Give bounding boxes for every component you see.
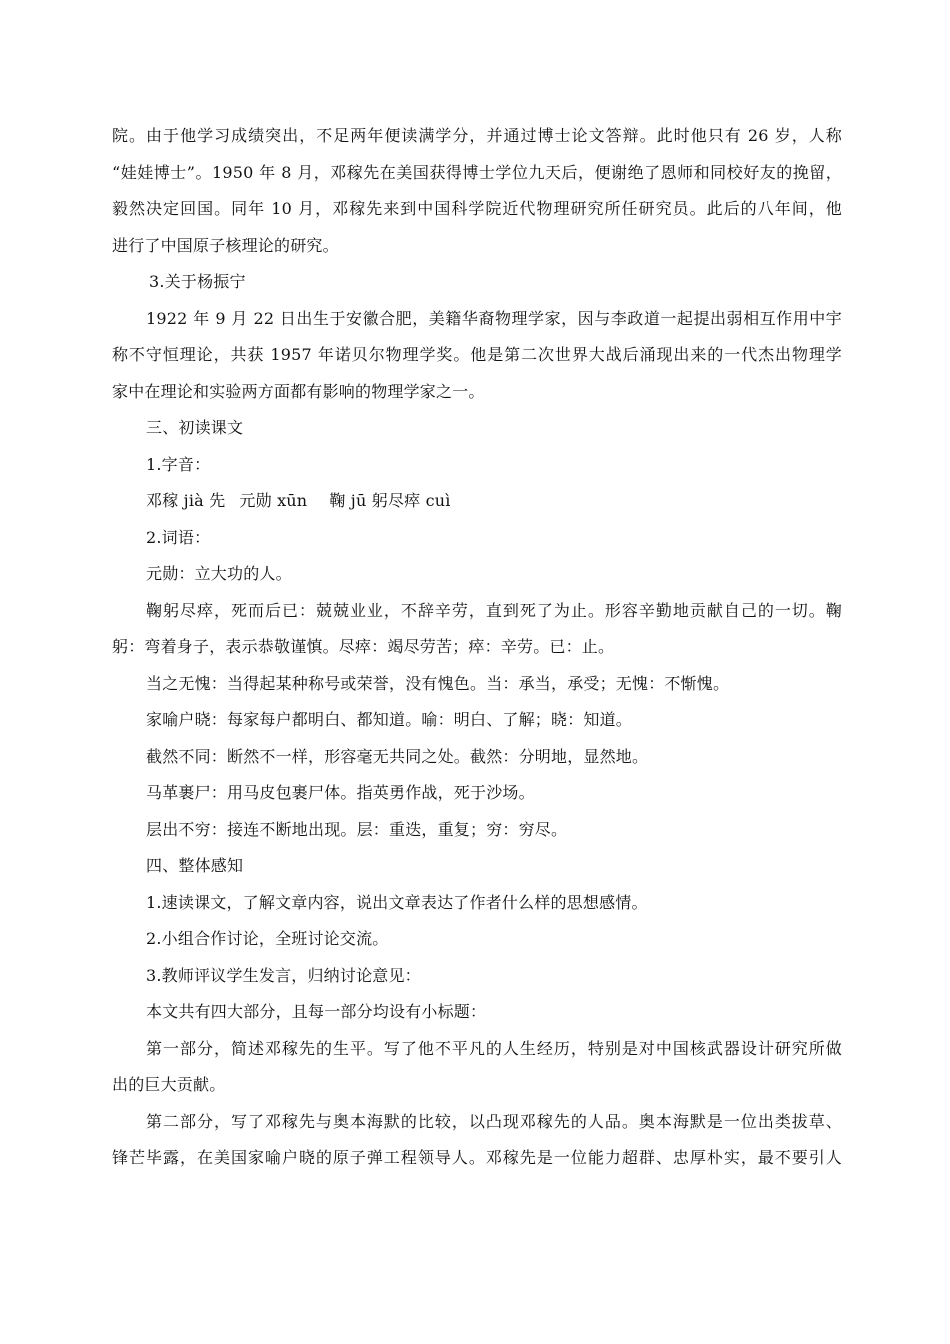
text-line: “娃娃博士”。1950 年 8 月，邓稼先在美国获得博士学位九天后，便谢绝了恩师和同校好友的挽留， [112,162,842,182]
text-line: 进行了中国原子核理论的研究。 [112,235,339,255]
text-line: 出的巨大贡献。 [112,1075,226,1094]
subsection-heading: 2.词语： [146,527,211,547]
text-line: 截然不同：断然不一样，形容毫无共同之处。截然：分明地，显然地。 [146,746,649,766]
text-line: 当之无愧：当得起某种称号或荣誉，没有愧色。当：承当，承受；无愧：不惭愧。 [146,673,730,693]
text-line: 第一部分，简述邓稼先的生平。写了他不平凡的人生经历，特别是对中国核武器设计研究所做 [146,1038,842,1058]
text-line: 家喻户晓：每家每户都明白、都知道。喻：明白、了解；晓：知道。 [146,710,633,729]
text-line: 3.教师评议学生发言，归纳讨论意见： [146,965,421,985]
text-line: 1.速读课文，了解文章内容，说出文章表达了作者什么样的思想感情。 [146,892,648,912]
pronunciation-line [112,483,842,520]
pronunciation-item: 邓稼 jià 先 [146,491,226,510]
text-line: 元勋：立大功的人。 [146,564,292,583]
pronunciation-item: 元勋 xūn [239,491,308,510]
text-line: 躬：弯着身子，表示恭敬谨慎。尽瘁：竭尽劳苦；瘁：辛劳。已：止。 [112,637,615,656]
section-heading: 3.关于杨振宁 [149,272,246,291]
text-line: 本文共有四大部分，且每一部分均设有小标题： [146,1002,487,1021]
text-line: 1922 年 9 月 22 日出生于安徽合肥，美籍华裔物理学家，因与李政道一起提出弱相互作用中宇 [146,308,842,328]
subsection-heading: 1.字音： [146,454,211,474]
text-line: 锋芒毕露，在美国家喻户晓的原子弹工程领导人。邓稼先是一位能力超群、忠厚朴实，最不要引人 [112,1148,842,1167]
text-line: 2.小组合作讨论，全班讨论交流。 [146,929,389,948]
text-line: 鞠躬尽瘁，死而后已：兢兢业业，不辞辛劳，直到死了为止。形容辛勤地贡献自己的一切。鞠 [146,600,842,620]
text-line: 家中在理论和实验两方面都有影响的物理学家之一。 [112,381,485,401]
pronunciation-item: 鞠 jū 躬尽瘁 cuì [329,491,451,510]
text-line: 马革裹尸：用马皮包裹尸体。指英勇作战，死于沙场。 [146,783,535,802]
section-heading: 三、初读课文 [146,418,244,437]
section-heading: 四、整体感知 [146,856,244,875]
text-line: 院。由于他学习成绩突出，不足两年便读满学分，并通过博士论文答辩。此时他只有 26 岁，人称 [112,126,842,145]
document-body [112,118,842,1177]
text-line: 层出不穷：接连不断地出现。层：重迭，重复；穷：穷尽。 [146,819,568,839]
text-line: 第二部分，写了邓稼先与奥本海默的比较，以凸现邓稼先的人品。奥本海默是一位出类拔草、 [146,1111,842,1131]
text-line: 毅然决定回国。同年 10 月，邓稼先来到中国科学院近代物理研究所任研究员。此后的八年间，他 [112,199,842,218]
text-line: 称不守恒理论，共获 1957 年诺贝尔物理学奖。他是第二次世界大战后涌现出来的一代杰出物理学 [112,345,842,364]
